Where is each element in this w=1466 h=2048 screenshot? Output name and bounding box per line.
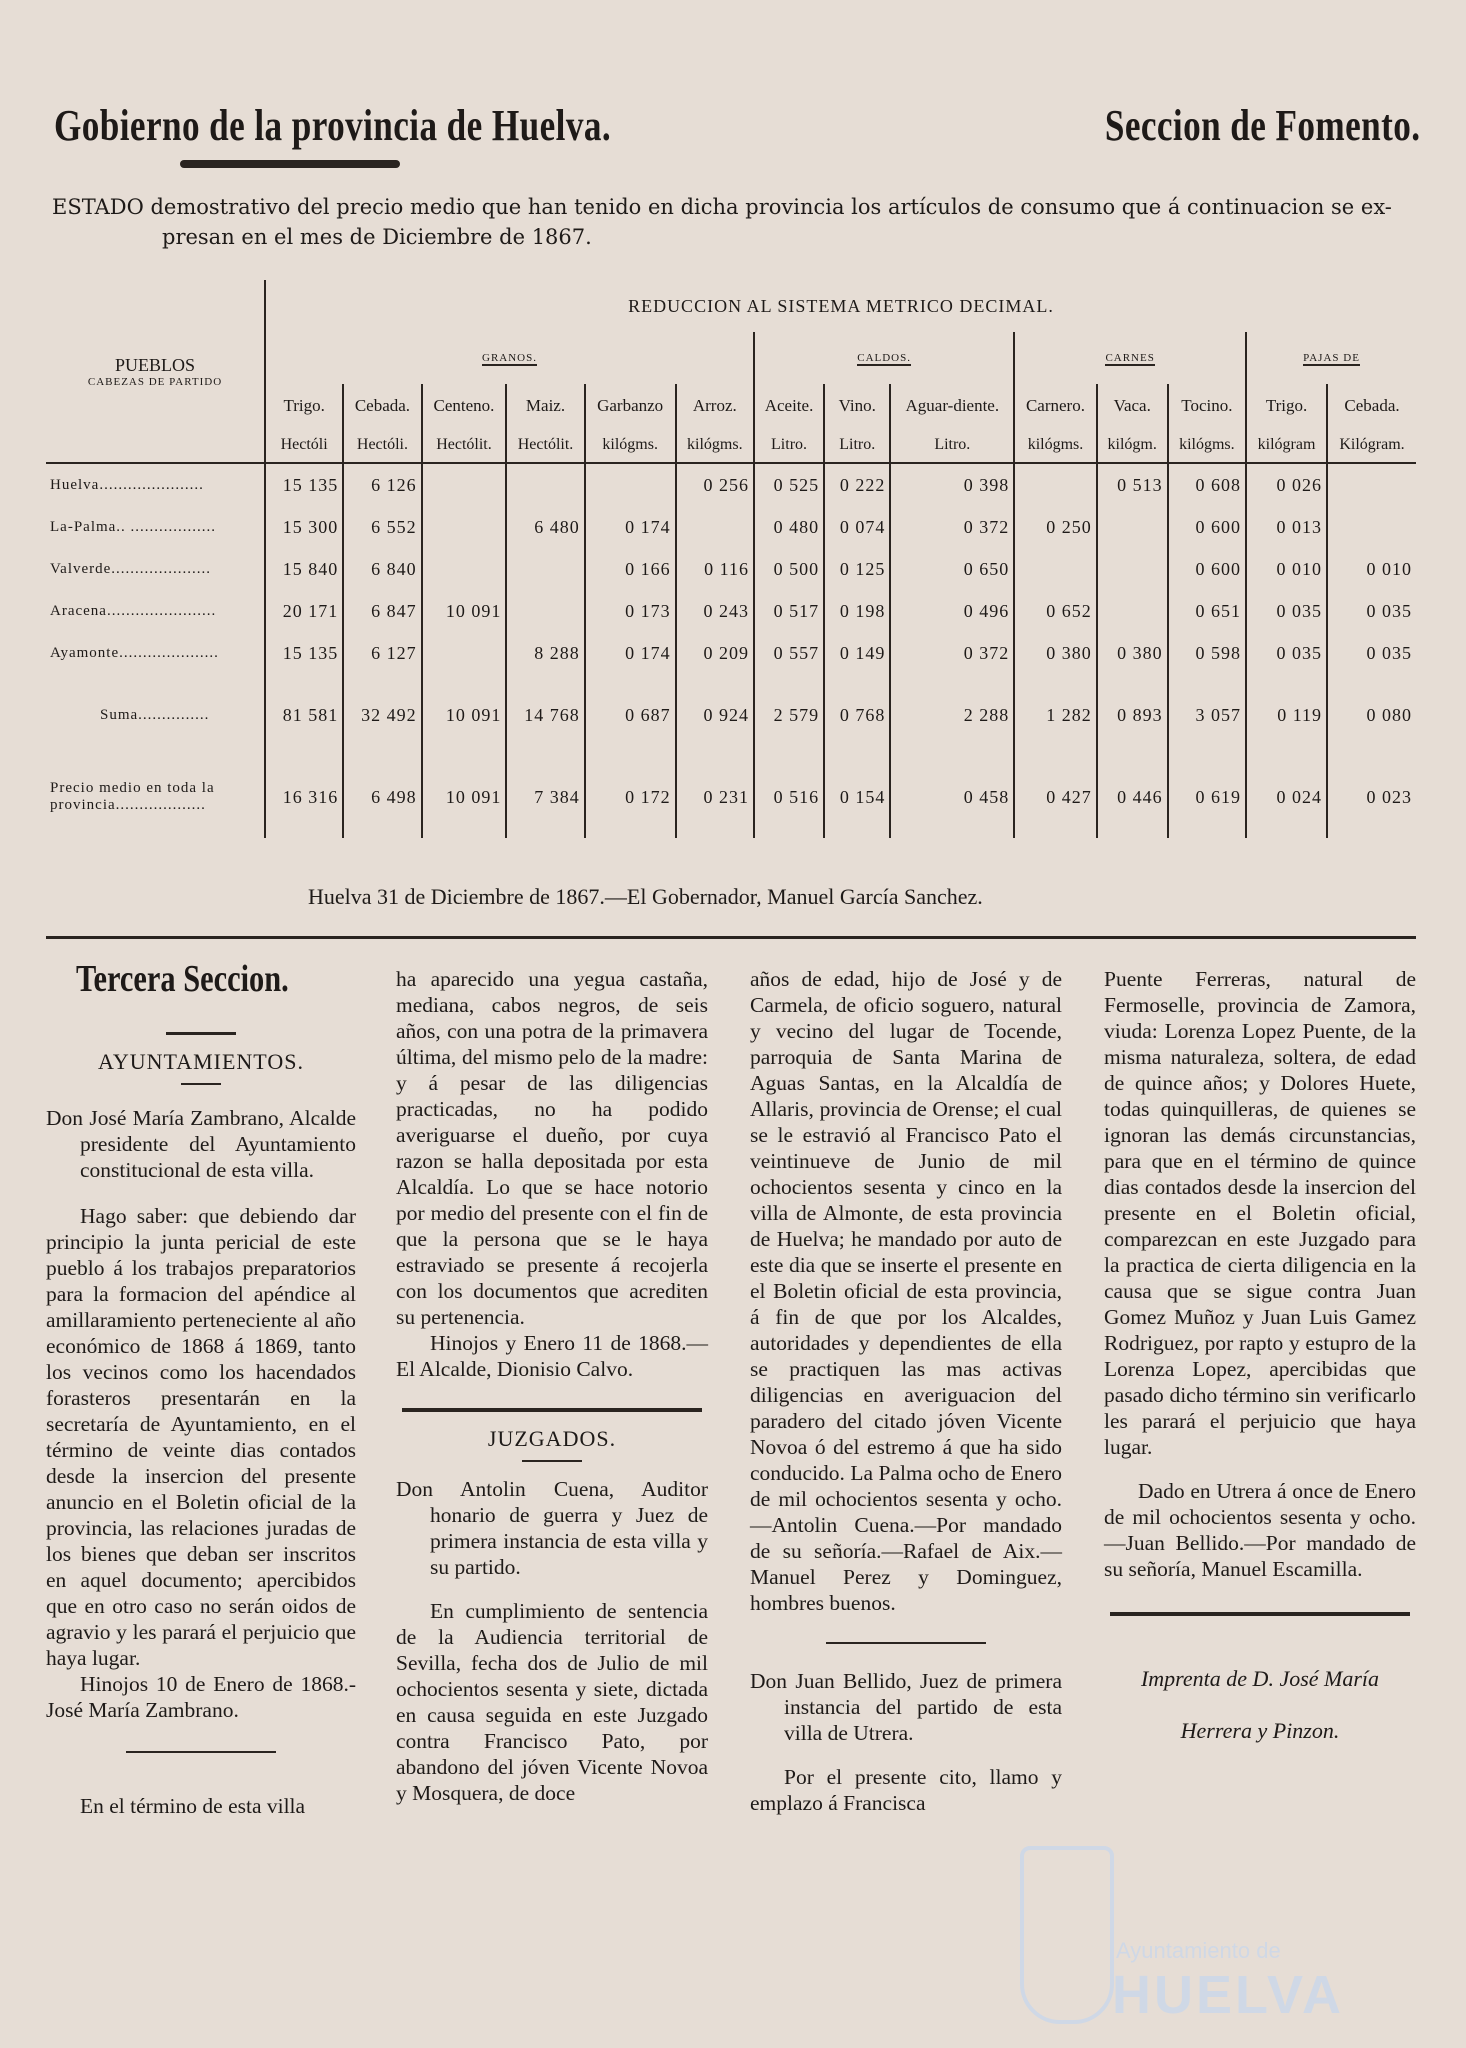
group-caldos: CALDOS. [754,332,1014,384]
column-header: Aguar-diente. [890,384,1014,428]
page-title-right: Seccion de Fomento. [1104,101,1420,150]
unit-header: Hectóli [265,428,343,463]
table-cell [1097,506,1168,548]
table-cell: 0 119 [1246,674,1327,756]
column-header: Maiz. [506,384,584,428]
stamp-word: HUELVA [1112,1965,1344,2025]
ayto-intro: Don José María Zambrano, Alcalde presidente del Ayuntamiento constitucional de esta villa. [46,1106,356,1182]
subhead-ayuntamientos: AYUNTAMIENTOS. [98,1049,304,1074]
precio-medio-row [46,756,1416,838]
table-cell: 0 172 [585,756,676,838]
row-name-line: provincia................... [50,797,206,813]
juzgado-paragraph: En cumplimiento de sentencia de la Audiencia territorial de Sevilla, fecha dos de Julio de mil ochocientos sesenta y siete, dictada en causa seguida en este Juzgado contra Francisco Pato, por abandono del jóven Vicente Novoa y Mosquera, de doce [396,1599,708,1805]
table-cell: 1 282 [1014,674,1097,756]
table-cell: 0 024 [1246,756,1327,838]
table-cell: 0 231 [676,756,754,838]
table-cell [422,506,507,548]
section-title: Tercera Seccion. [76,958,289,1000]
table-cell: 7 384 [506,756,584,838]
table-cell: 0 154 [824,756,890,838]
table-cell: 0 209 [676,632,754,674]
table-cell: 0 149 [824,632,890,674]
table-cell: 0 513 [1097,463,1168,506]
table-cell [422,548,507,590]
table-cell [1327,506,1416,548]
table-cell: 0 398 [890,463,1014,506]
table-cell: 0 651 [1168,590,1246,632]
table-cell: 6 498 [343,756,421,838]
table-cell: 0 013 [1246,506,1327,548]
unit-header: Litro. [754,428,824,463]
pueblos-label: PUEBLOS [114,354,195,375]
table-cell: 0 380 [1014,632,1097,674]
table-cell: 81 581 [265,674,343,756]
table-cell: 6 840 [343,548,421,590]
table-cell: 0 035 [1327,632,1416,674]
column-header: Aceite. [754,384,824,428]
table-cell [1097,548,1168,590]
table-cell: 0 074 [824,506,890,548]
unit-header: kilógms. [1014,428,1097,463]
table-row [46,506,1416,548]
unit-header: kilógram [1246,428,1327,463]
table-cell [1097,590,1168,632]
row-name: Ayamonte..................... [50,644,219,661]
pueblos-sub: CABEZAS DE PARTIDO [87,375,223,388]
table-row [46,632,1416,674]
table-cell [506,463,584,506]
table-cell: 0 166 [585,548,676,590]
table-cell: 0 125 [824,548,890,590]
table-cell: 0 687 [585,674,676,756]
table-cell: 0 608 [1168,463,1246,506]
small-rule [181,1083,221,1085]
table-cell: 0 650 [890,548,1014,590]
page-title-left: Gobierno de la provincia de Huelva. [54,101,612,150]
juzgado-intro: Don Antolin Cuena, Auditor honario de guerra y Juez de primera instancia de esta villa y su partido. [396,1477,708,1579]
table-cell: 0 380 [1097,632,1168,674]
table-cell: 0 458 [890,756,1014,838]
table-cell: 6 847 [343,590,421,632]
group-pajas: PAJAS DE [1246,332,1416,384]
table-row [46,590,1416,632]
table-signature: Huelva 31 de Diciembre de 1867.—El Gobernador, Manuel García Sanchez. [308,884,983,909]
table-cell: 8 288 [506,632,584,674]
table-row [46,548,1416,590]
table-cell: 0 600 [1168,548,1246,590]
ornament-rule [166,1032,236,1035]
table-cell: 0 446 [1097,756,1168,838]
unit-header: Hectólit. [506,428,584,463]
table-cell: 0 010 [1327,548,1416,590]
column-header: Arroz. [676,384,754,428]
column-header: Carnero. [1014,384,1097,428]
table-cell: 0 652 [1014,590,1097,632]
subhead-juzgados: JUZGADOS. [487,1426,617,1451]
table-cell: 10 091 [422,674,507,756]
suma-row [46,674,1416,756]
table-cell: 3 057 [1168,674,1246,756]
table-cell: 0 517 [754,590,824,632]
row-name: Huelva...................... [50,476,204,493]
small-rule [522,1460,582,1462]
table-cell: 0 010 [1246,548,1327,590]
divider-rule [402,1408,702,1412]
row-name-line: Precio medio en toda la [50,780,215,796]
column-4 [1104,966,1416,1744]
small-rule [126,1751,276,1753]
column-header: Trigo. [1246,384,1327,428]
table-cell: 6 126 [343,463,421,506]
table-cell: 15 135 [265,632,343,674]
table-cell: 0 372 [890,632,1014,674]
yegua-paragraph: ha aparecido una yegua castaña, mediana, cabos negros, de seis años, con una potra de la primavera última, del mismo pelo de la madre: y á pesar de las diligencias practicadas, no ha podido averiguarse el dueño, por cuya razon se halla depositada por esta Alcaldía. Lo que se hace notorio por medio del presente con el fin de que la persona que se le haya estraviado se presente á recojerla con los documentos que acrediten su pertenencia. [396,967,708,1329]
table-cell: 0 023 [1327,756,1416,838]
table-cell: 0 500 [754,548,824,590]
table-body [46,463,1416,838]
row-name: La-Palma.. .................. [50,518,217,535]
column-header: Tocino. [1168,384,1246,428]
table-cell: 2 579 [754,674,824,756]
estado-intro [52,192,1422,252]
table-cell: 0 496 [890,590,1014,632]
top-header: REDUCCION AL SISTEMA METRICO DECIMAL. [265,280,1416,332]
imprenta-line-1: Imprenta de D. José María [1140,1666,1380,1691]
table-cell: 6 480 [506,506,584,548]
pueblos-header [46,280,265,463]
unit-header: Litro. [824,428,890,463]
group-granos: GRANOS. [265,332,754,384]
table-cell: 6 127 [343,632,421,674]
table-cell: 0 035 [1327,590,1416,632]
column-3 [750,966,1062,1816]
column-header: Vino. [824,384,890,428]
table-cell: 32 492 [343,674,421,756]
table-cell: 15 135 [265,463,343,506]
ayto-signature: Hinojos 10 de Enero de 1868.-José María Zambrano. [46,1672,356,1722]
table-cell: 0 198 [824,590,890,632]
yegua-signature: Hinojos y Enero 11 de 1868.—El Alcalde, Dionisio Calvo. [396,1331,708,1381]
table-cell: 0 222 [824,463,890,506]
group-carnes: CARNES [1014,332,1246,384]
table-cell: 0 893 [1097,674,1168,756]
unit-header: kilógm. [1097,428,1168,463]
table-cell: 0 116 [676,548,754,590]
ayuntamiento-stamp [1020,1846,1440,2026]
table-cell: 0 924 [676,674,754,756]
table-cell [1014,548,1097,590]
table-cell [676,506,754,548]
table-cell [422,632,507,674]
table-cell: 2 288 [890,674,1014,756]
table-cell: 0 768 [824,674,890,756]
table-cell: 0 525 [754,463,824,506]
column-2 [396,966,708,1806]
utrera-continued: Puente Ferreras, natural de Fermoselle, provincia de Zamora, viuda: Lorenza Lopez Puente, de la misma naturaleza, soltera, de edad de quince años; y Dolores Huete, todas quinquilleras, de quienes se ignoran las demás circunstancias, para que en el término de quince dias contados desde la insercion del presente en el Boletin oficial, comparezcan en este Juzgado para la practica de cierta diligencia en la causa que se sigue contra Juan Gomez Muñoz y Juan Luis Gamez Rodriguez, por rapto y estupro de la Lorenza Lopez, apercibidas que pasado dicho término sin verificarlo les parará el perjuicio que haya lugar. [1104,967,1416,1459]
column-header: Centeno. [422,384,507,428]
unit-header: Kilógram. [1327,428,1416,463]
horizontal-divider [46,936,1416,939]
ornament-rule [180,160,400,168]
column-header: Garbanzo [585,384,676,428]
row-name: Suma............... [100,706,210,723]
table-cell: 0 174 [585,506,676,548]
table-cell: 0 035 [1246,632,1327,674]
table-cell: 14 768 [506,674,584,756]
table-cell [506,590,584,632]
table-cell: 15 840 [265,548,343,590]
estado-line-2: presan en el mes de Diciembre de 1867. [162,225,592,249]
utrera-intro: Don Juan Bellido, Juez de primera instancia del partido de esta villa de Utrera. [750,1669,1062,1745]
utrera-paragraph: Por el presente cito, llamo y emplazo á Francisca [750,1765,1062,1815]
estado-line-1: ESTADO demostrativo del precio medio que han tenido en dicha provincia los artículos de consumo que á continuacion se ex- [52,195,1392,219]
table-cell: 0 600 [1168,506,1246,548]
table-row [46,463,1416,506]
table-cell: 0 035 [1246,590,1327,632]
table-cell: 0 173 [585,590,676,632]
table-cell: 0 256 [676,463,754,506]
unit-header: Hectólit. [422,428,507,463]
col1-final: En el término de esta villa [80,1794,306,1818]
unit-header: Litro. [890,428,1014,463]
unit-header: kilógms. [676,428,754,463]
unit-header: Hectóli. [343,428,421,463]
table-cell: 0 557 [754,632,824,674]
table-cell: 10 091 [422,590,507,632]
table-cell: 20 171 [265,590,343,632]
table-cell: 0 026 [1246,463,1327,506]
stamp-small-text: Ayuntamiento de [1116,1938,1281,1963]
table-cell [422,463,507,506]
table-cell: 0 480 [754,506,824,548]
table-cell [1014,463,1097,506]
table-cell [506,548,584,590]
utrera-signature: Dado en Utrera á once de Enero de mil ochocientos sesenta y ocho.—Juan Bellido.—Por mandado de su señoría, Manuel Escamilla. [1104,1479,1416,1581]
row-name [46,756,265,838]
table-cell [585,463,676,506]
unit-header: kilógms. [1168,428,1246,463]
table-cell: 15 300 [265,506,343,548]
table-cell: 6 552 [343,506,421,548]
row-name: Valverde..................... [50,560,212,577]
ayto-paragraph: Hago saber: que debiendo dar principio la junta pericial de este pueblo á los trabajos preparatorios para la formacion del apéndice al amillaramiento perteneciente al año económico de 1868 á 1869, tanto los vecinos como los hacendados forasteros presentarán en la secretaría de Ayuntamiento, en el término de veinte dias contados desde la insercion del presente anuncio en el Boletin oficial de la provincia, las relaciones juradas de los bienes que deban ser inscritos en aquel documento; apercibidos que en otro caso no serán oidos de agravio y les parará el perjuicio que haya lugar. [46,1204,356,1670]
column-header: Cebada. [1327,384,1416,428]
juzgado-continued: años de edad, hijo de José y de Carmela, de oficio soguero, natural y vecino del lugar de Tocende, parroquia de Santa Marina de Aguas Santas, en la Alcaldía de Allaris, provincia de Orense; el cual se le estravió al Francisco Pato el veintinueve de Junio de mil ochocientos sesenta y cinco en la villa de Almonte, de esta provincia de Huelva; he mandado por auto de este dia que se inserte el presente en el Boletin oficial de esta provincia, á fin de que por los Alcaldes, autoridades y dependientes de ella se practiquen las mas activas diligencias en averiguacion del paradero del citado jóven Vicente Novoa ó del estremo á que ha sido conducido. La Palma ocho de Enero de mil ochocientos sesenta y ocho.—Antolin Cuena.—Por mandado de su señoría.—Rafael de Aix.—Manuel Perez y Dominguez, hombres buenos. [750,967,1062,1615]
row-name: Aracena....................... [50,602,217,619]
column-header: Trigo. [265,384,343,428]
shield-icon [1020,1846,1114,2024]
unit-header: kilógms. [585,428,676,463]
table-cell: 0 250 [1014,506,1097,548]
table-cell: 0 427 [1014,756,1097,838]
column-header: Cebada. [343,384,421,428]
table-cell: 10 091 [422,756,507,838]
table-cell: 16 316 [265,756,343,838]
imprenta-line-2: Herrera y Pinzon. [1180,1718,1340,1743]
table-cell: 0 174 [585,632,676,674]
table-cell: 0 372 [890,506,1014,548]
table-cell: 0 243 [676,590,754,632]
table-cell: 0 516 [754,756,824,838]
table-cell: 0 080 [1327,674,1416,756]
table-cell: 0 598 [1168,632,1246,674]
small-rule [826,1642,986,1644]
table-cell [1327,463,1416,506]
price-table [46,280,1416,838]
column-header: Vaca. [1097,384,1168,428]
table-cell: 0 619 [1168,756,1246,838]
column-1 [46,958,356,1819]
divider-rule [1110,1612,1410,1616]
